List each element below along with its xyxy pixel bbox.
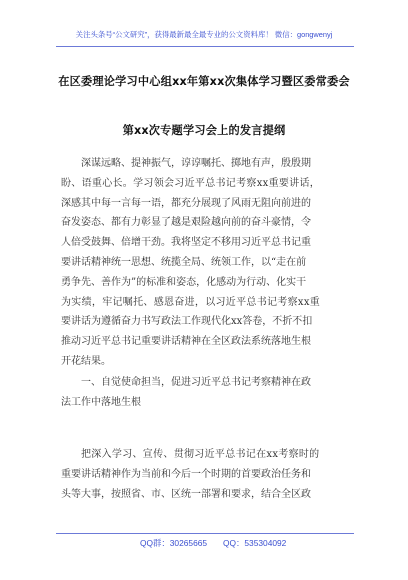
text-line: 重要讲话精神作为当前和今后一个时期的首要政治任务和 [61,468,311,480]
text-line: 法工作中落地生根 [61,396,141,408]
text-line: 开花结果。 [61,355,111,367]
text-line: 人倍受鼓舞、倍增干劲。我将坚定不移用习近平总书记重 [61,237,311,249]
footer-qq-group: QQ群：30265665 [140,538,208,548]
header-banner: 关注头条号“公文研究”，获得最新最全最专业的公文资料库！ 微信：gongwenyj [75,30,333,39]
paragraph-intro [61,154,351,372]
paragraph-body [61,445,351,504]
text-line: 深谋远略、提神振气，谆谆嘱托、掷地有声，殷殷期 [81,158,311,169]
text-line: 盼、语重心长。学习领会习近平总书记考察xx重要讲话， [61,177,321,189]
text-line: 为实绩，牢记嘱托、感恩奋进，以习近平总书记考察xx重 [61,296,321,308]
text-line: 要讲话精神统一思想、统揽全局、统领工作，以“走在前 [61,256,307,268]
footer-divider [56,533,354,534]
footer-qq-contact: QQ：535304092 [223,538,287,548]
header-divider [56,46,354,47]
document-title-line-2: 第xx次专题学习会上的发言提纲 [122,124,286,137]
document-title-line-1: 在区委理论学习中心组xx年第xx次集体学习暨区委常委会 [58,75,350,88]
text-line: 一、自觉使命担当，促进习近平总书记考察精神在政 [81,377,311,388]
text-line: 要讲话为遵循奋力书写政法工作现代化xx答卷，不折不扣 [61,316,313,328]
text-line: 推动习近平总书记重要讲话精神在全区政法系统落地生根 [61,336,311,348]
text-line: 深感其中每一言每一语，都充分展现了风雨无阻向前进的 [61,197,311,209]
text-line: 奋发姿态、都有力彰显了越是艰险越向前的奋斗豪情，令 [61,217,311,229]
text-line: 把深入学习、宣传、贯彻习近平总书记在xx考察时的 [81,449,320,460]
text-line: 勇争先、善作为”的标准和姿态，化感动为行动、化实干 [61,276,307,288]
text-line: 头等大事，按照省、市、区统一部署和要求，结合全区政 [61,488,311,500]
section-heading [61,373,351,413]
